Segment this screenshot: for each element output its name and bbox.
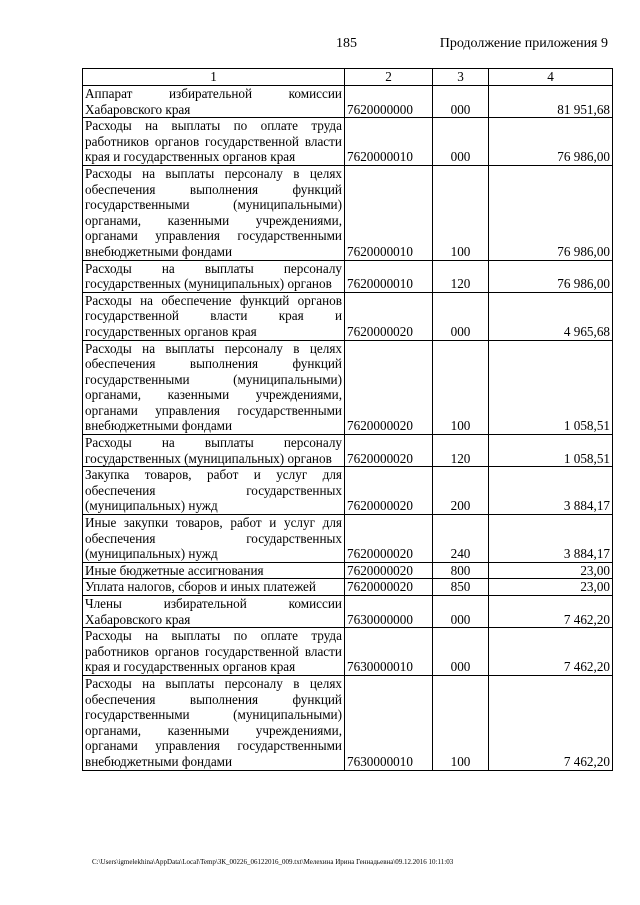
row-name-cell: Иные бюджетные ассигнования [83,562,345,579]
table-row [83,596,613,628]
column-header-amount: 4 [489,69,613,86]
row-code-cell: 7620000020 [345,467,433,515]
row-code-cell: 7620000010 [345,165,433,260]
table-row [83,467,613,515]
row-amount-cell: 1 058,51 [489,340,613,435]
column-header-expense-type: 3 [433,69,489,86]
row-code-cell: 7620000020 [345,579,433,596]
row-expense-type-cell: 000 [433,86,489,118]
row-name-cell: Члены избирательной комиссии Хабаровского края [83,596,345,628]
row-code-cell: 7620000020 [345,515,433,563]
row-code-cell: 7620000010 [345,260,433,292]
row-amount-cell: 7 462,20 [489,596,613,628]
row-expense-type-cell: 850 [433,579,489,596]
row-amount-cell: 23,00 [489,562,613,579]
footer-file-path: C:\Users\igmelekhina\AppData\Local\Temp\ЗК_00226_06122016_009.txt\Мелехина Ирина Геннадьевна\09.12.2016 10:11:03 [92,858,454,866]
table-row [83,118,613,166]
row-amount-cell: 3 884,17 [489,467,613,515]
row-amount-cell: 76 986,00 [489,260,613,292]
table-row [83,675,613,770]
row-amount-cell: 76 986,00 [489,165,613,260]
row-expense-type-cell: 100 [433,675,489,770]
row-name-cell: Уплата налогов, сборов и иных платежей [83,579,345,596]
row-name-cell: Расходы на выплаты персоналу в целях обеспечения выполнения функций государственными (муниципальными) органами, казенными учреждениями, органами управления государственными внебюджетными фондами [83,165,345,260]
row-amount-cell: 7 462,20 [489,628,613,676]
table-body [83,86,613,771]
row-name-cell: Расходы на выплаты персоналу в целях обеспечения выполнения функций государственными (муниципальными) органами, казенными учреждениями, органами управления государственными внебюджетными фондами [83,340,345,435]
row-amount-cell: 7 462,20 [489,675,613,770]
table-row [83,562,613,579]
table-row [83,628,613,676]
row-name-cell: Расходы на выплаты по оплате труда работников органов государственной власти края и государственных органов края [83,628,345,676]
table-row [83,292,613,340]
row-amount-cell: 23,00 [489,579,613,596]
row-code-cell: 7620000000 [345,86,433,118]
row-expense-type-cell: 000 [433,292,489,340]
row-expense-type-cell: 800 [433,562,489,579]
row-expense-type-cell: 100 [433,340,489,435]
page-number: 185 [336,36,357,51]
row-name-cell: Расходы на выплаты персоналу государственных (муниципальных) органов [83,435,345,467]
row-code-cell: 7620000010 [345,118,433,166]
row-expense-type-cell: 120 [433,435,489,467]
row-name-cell: Расходы на обеспечение функций органов государственной власти края и государственных органов края [83,292,345,340]
row-code-cell: 7620000020 [345,292,433,340]
row-amount-cell: 76 986,00 [489,118,613,166]
row-code-cell: 7630000010 [345,628,433,676]
row-name-cell: Закупка товаров, работ и услуг для обеспечения государственных (муниципальных) нужд [83,467,345,515]
appendix-continuation-label: Продолжение приложения 9 [439,36,608,51]
row-name-cell: Расходы на выплаты персоналу в целях обеспечения выполнения функций государственными (муниципальными) органами, казенными учреждениями, органами управления государственными внебюджетными фондами [83,675,345,770]
table-row [83,435,613,467]
table-row [83,515,613,563]
table-row [83,579,613,596]
table-header-row [83,69,613,86]
row-expense-type-cell: 120 [433,260,489,292]
table-row [83,260,613,292]
row-expense-type-cell: 100 [433,165,489,260]
row-code-cell: 7620000020 [345,340,433,435]
row-expense-type-cell: 000 [433,628,489,676]
row-amount-cell: 4 965,68 [489,292,613,340]
row-name-cell: Иные закупки товаров, работ и услуг для обеспечения государственных (муниципальных) нужд [83,515,345,563]
row-name-cell: Расходы на выплаты персоналу государственных (муниципальных) органов [83,260,345,292]
column-header-code: 2 [345,69,433,86]
row-name-cell: Расходы на выплаты по оплате труда работников органов государственной власти края и государственных органов края [83,118,345,166]
column-header-name: 1 [83,69,345,86]
row-name-cell: Аппарат избирательной комиссии Хабаровского края [83,86,345,118]
row-amount-cell: 1 058,51 [489,435,613,467]
row-amount-cell: 3 884,17 [489,515,613,563]
table-row [83,340,613,435]
row-expense-type-cell: 200 [433,467,489,515]
table-row [83,165,613,260]
row-code-cell: 7630000010 [345,675,433,770]
table-row [83,86,613,118]
row-expense-type-cell: 000 [433,596,489,628]
row-expense-type-cell: 240 [433,515,489,563]
row-amount-cell: 81 951,68 [489,86,613,118]
row-code-cell: 7620000020 [345,562,433,579]
budget-table [82,68,613,771]
row-code-cell: 7620000020 [345,435,433,467]
row-code-cell: 7630000000 [345,596,433,628]
row-expense-type-cell: 000 [433,118,489,166]
